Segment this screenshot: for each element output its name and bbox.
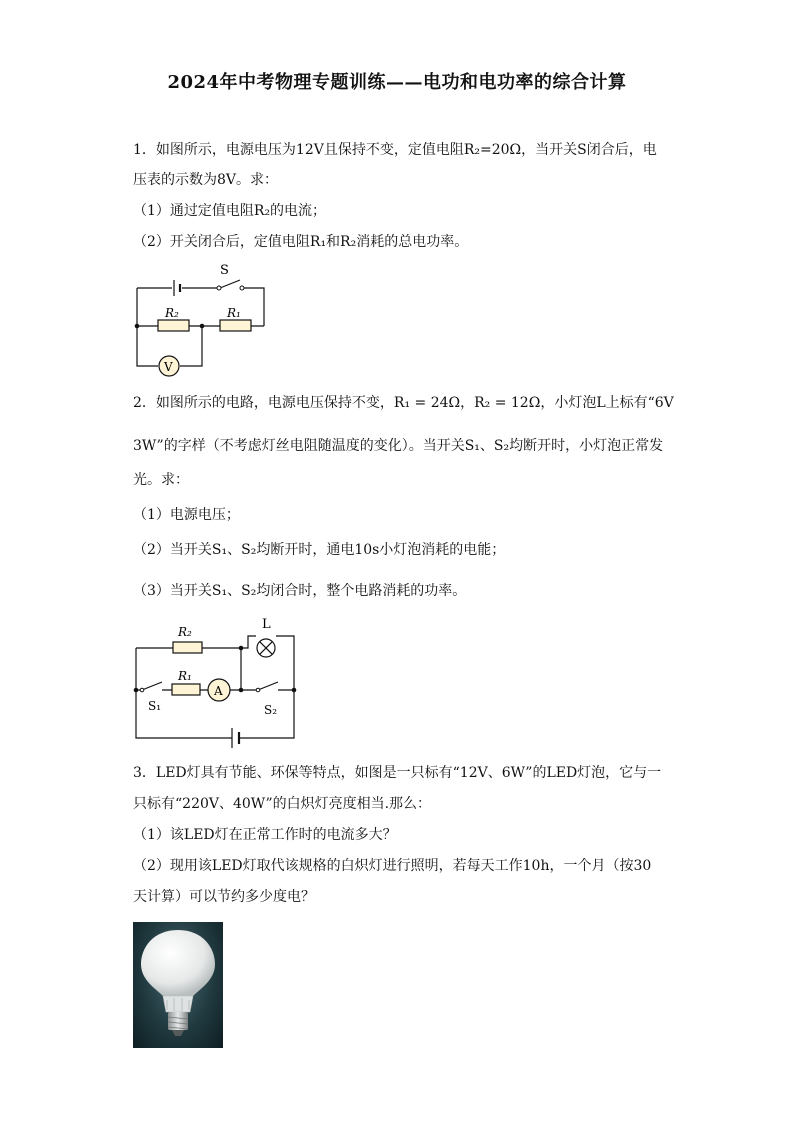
ammeter-label: A: [214, 684, 223, 698]
circuit-diagram-2: [128, 612, 328, 756]
bulb-neck: [163, 996, 193, 1012]
q2-line-3: 光。求：: [133, 472, 189, 488]
q1-line-4: （2）开关闭合后，定值电阻R₁和R₂消耗的总电功率。: [133, 234, 469, 250]
page-title: 2024年中考物理专题训练——电功和电功率的综合计算: [167, 72, 627, 93]
resistor-r2-label: R₂: [178, 625, 192, 639]
switch-s2-blade: [258, 682, 278, 690]
switch-s1-blade: [142, 682, 162, 690]
q1-line-2: 压表的示数为8V。求：: [133, 172, 279, 188]
q2-line-2: 3W”的字样（不考虑灯丝电阻随温度的变化）。当开关S₁、S₂均断开时，小灯泡正常发: [133, 438, 664, 454]
switch-s-blade: [220, 280, 240, 288]
q3-line-1: 3．LED灯具有节能、环保等特点，如图是一只标有“12V、6W”的LED灯泡，它与一: [133, 765, 662, 781]
q3-line-3: （1）该LED灯在正常工作时的电流多大？: [133, 827, 397, 843]
resistor-r1: [220, 320, 251, 331]
resistor-r1-label: R₁: [227, 306, 241, 320]
resistor-r2: [173, 642, 202, 653]
resistor-r1: [172, 684, 200, 695]
resistor-r2-label: R₂: [165, 306, 179, 320]
q2-line-1: 2．如图所示的电路，电源电压保持不变，R₁ = 24Ω，R₂ = 12Ω，小灯泡L上标有“6V: [133, 395, 674, 411]
q2-line-6: （3）当开关S₁、S₂均闭合时，整个电路消耗的功率。: [133, 583, 467, 599]
voltmeter-label: V: [164, 360, 173, 374]
q1-line-3: （1）通过定值电阻R₂的电流；: [133, 203, 327, 219]
switch-s2-label: S₂: [264, 703, 278, 717]
switch-s1-label: S₁: [148, 699, 162, 713]
switch-s-label: S: [220, 263, 229, 278]
q3-line-5: 天计算）可以节约多少度电？: [133, 889, 315, 905]
resistor-r2: [158, 320, 189, 331]
q2-line-4: （1）电源电压；: [133, 507, 240, 523]
q1-line-1: 1．如图所示，电源电压为12V且保持不变，定值电阻R₂=20Ω，当开关S闭合后，电: [133, 142, 657, 158]
resistor-r1-label: R₁: [178, 669, 192, 683]
lamp-label: L: [262, 617, 271, 632]
led-bulb-photo: [133, 922, 223, 1048]
q3-line-2: 只标有“220V、40W”的白炽灯亮度相当.那么：: [133, 796, 432, 812]
q2-line-5: （2）当开关S₁、S₂均断开时，通电10s小灯泡消耗的电能；: [133, 542, 506, 558]
circuit-diagram-1: [128, 258, 278, 384]
bulb-globe: [141, 930, 215, 996]
q3-line-4: （2）现用该LED灯取代该规格的白炽灯进行照明，若每天工作10h，一个月（按30: [133, 858, 652, 874]
